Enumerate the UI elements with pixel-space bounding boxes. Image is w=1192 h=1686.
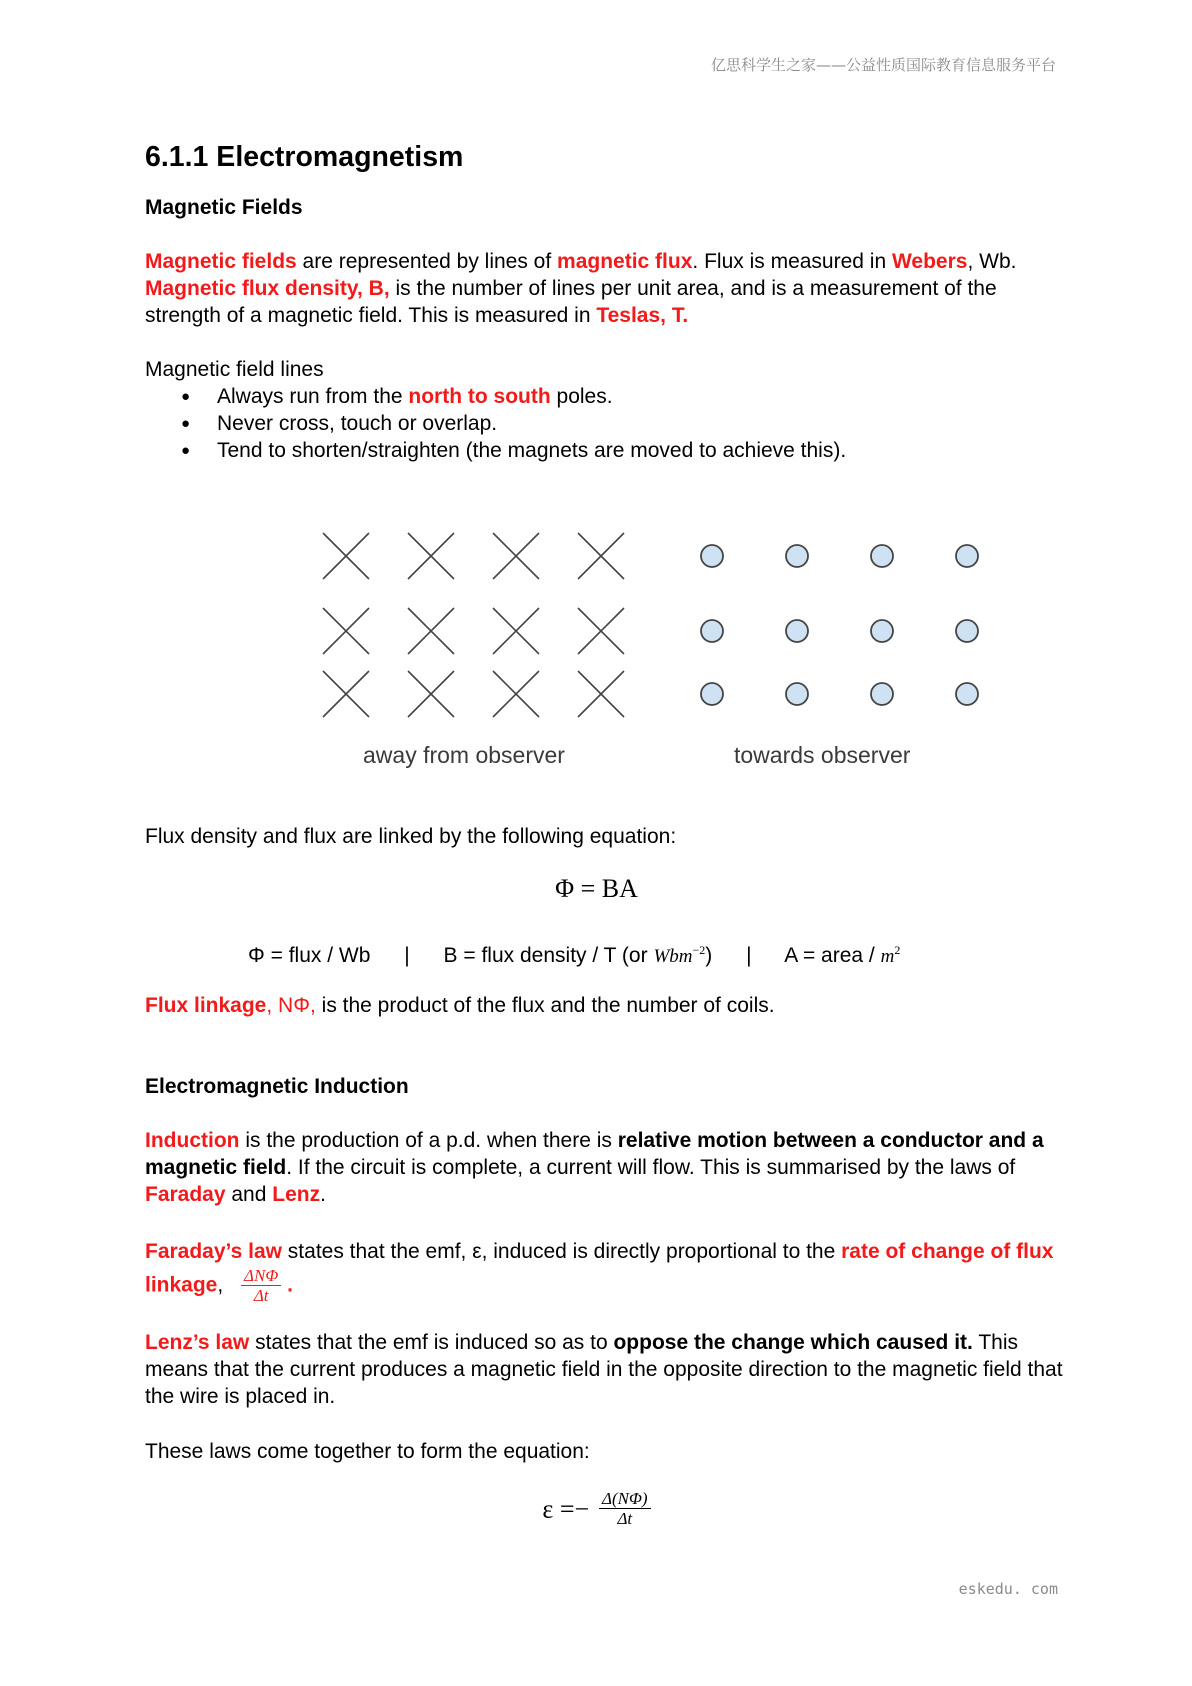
cross-symbol xyxy=(578,533,624,579)
lenz-law-paragraph: Lenz’s law states that the emf is induced so as to oppose the change which caused it. This means that the current produces a magnetic field in the opposite direction to the magnetic field that the wire is placed in. xyxy=(145,1331,1063,1408)
term-teslas: Teslas, T. xyxy=(596,304,689,327)
dot-symbol xyxy=(786,683,808,705)
laws-equation-intro: These laws come together to form the equation: xyxy=(145,1440,590,1463)
flux-equation: Φ = BA xyxy=(555,874,638,903)
dot-symbol xyxy=(956,683,978,705)
field-lines-intro: Magnetic field lines xyxy=(145,358,324,381)
cross-symbol xyxy=(493,608,539,654)
towards-observer-label: towards observer xyxy=(734,742,911,768)
emf-equation: ε =− $\frac{\Delta(N\Phi)}{\Delta t}$ xyxy=(145,1490,1048,1528)
flux-equation-intro: Flux density and flux are linked by the following equation: xyxy=(145,825,677,848)
magnetic-fields-paragraph: Magnetic fields are represented by lines of magnetic flux. Flux is measured in Webers, Wb. Magnetic flux density, B, is the number of lines per unit area, and is a measurement of the strength of a magnetic field. This is measured in Teslas, T. xyxy=(145,250,1017,327)
dot-symbol xyxy=(701,545,723,567)
cross-symbol xyxy=(493,671,539,717)
cross-symbol xyxy=(323,533,369,579)
dot-symbol xyxy=(701,620,723,642)
cross-symbol xyxy=(578,671,624,717)
dot-symbol xyxy=(786,620,808,642)
list-item: ● Never cross, touch or overlap. xyxy=(145,410,1065,437)
induction-heading: Electromagnetic Induction xyxy=(145,1075,409,1098)
cross-symbol xyxy=(323,608,369,654)
dot-symbol xyxy=(871,683,893,705)
cross-symbol xyxy=(323,671,369,717)
field-lines-list xyxy=(145,383,1065,464)
flux-linkage-rate-fraction: $\frac{\text{ΔNΦ}}{\Delta t}$ xyxy=(241,1267,281,1305)
cross-symbol xyxy=(493,533,539,579)
list-item: ● Tend to shorten/straighten (the magnets are moved to achieve this). xyxy=(145,437,1065,464)
flux-linkage-paragraph: Flux linkage, NΦ, is the product of the flux and the number of coils. xyxy=(145,994,775,1017)
dot-symbol xyxy=(871,545,893,567)
dot-symbol xyxy=(786,545,808,567)
dot-symbol xyxy=(701,683,723,705)
cross-symbols-group xyxy=(323,533,624,717)
legend-b: B = flux density / T (or Wbm$^{-2}$) xyxy=(443,943,713,967)
dot-symbol xyxy=(871,620,893,642)
cross-symbol xyxy=(408,608,454,654)
dot-symbols-group xyxy=(701,545,978,705)
magnetic-fields-heading: Magnetic Fields xyxy=(145,196,303,219)
faraday-law-paragraph: Faraday’s law states that the emf, ε, induced is directly proportional to the rate of change of flux linkage, $\frac{\text{ΔNΦ}}{\Delta t}$ . xyxy=(145,1240,1054,1305)
page-title: 6.1.1 Electromagnetism xyxy=(145,141,464,173)
flux-equation-legend: Φ = flux / Wb | B = flux density / T (or Wbm$^{-2}$) | A = area / $m^2$ xyxy=(248,943,901,967)
term-flux-density: Magnetic flux density, B, xyxy=(145,277,390,300)
term-magnetic-fields: Magnetic fields xyxy=(145,250,297,273)
footer-site-url: eskedu. com xyxy=(958,1580,1058,1598)
dot-symbol xyxy=(956,620,978,642)
cross-symbol xyxy=(408,671,454,717)
cross-symbol xyxy=(578,608,624,654)
dot-symbol xyxy=(956,545,978,567)
term-magnetic-flux: magnetic flux xyxy=(557,250,693,273)
term-webers: Webers xyxy=(891,250,968,273)
legend-phi: Φ = flux / Wb xyxy=(248,944,371,967)
list-item: ● Always run from the north to south poles. xyxy=(145,383,1065,410)
cross-symbol xyxy=(408,533,454,579)
away-from-observer-label: away from observer xyxy=(363,742,565,768)
header-site-note: 亿思科学生之家——公益性质国际教育信息服务平台 xyxy=(710,56,1056,74)
legend-a: A = area / $m^2$ xyxy=(784,943,901,967)
induction-paragraph: Induction is the production of a p.d. when there is relative motion between a conductor and a magnetic field. If the circuit is complete, a current will flow. This is summarised by the laws of Faraday and Lenz. xyxy=(145,1129,1044,1206)
